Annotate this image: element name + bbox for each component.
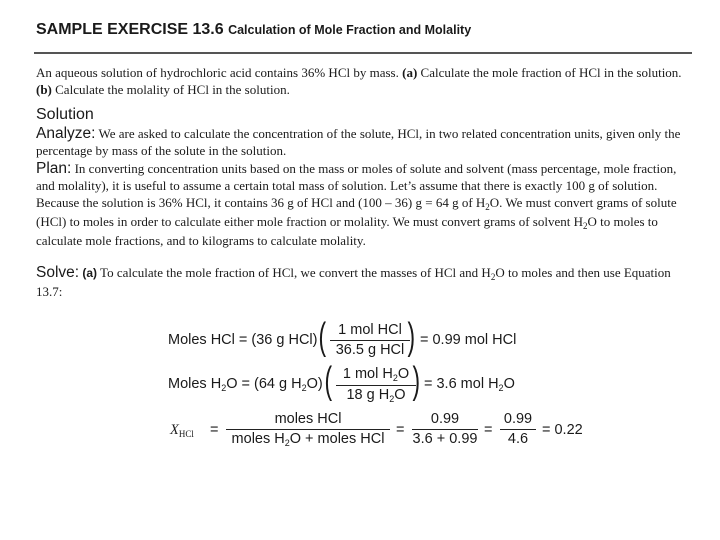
plan-label: Plan: <box>36 160 72 177</box>
eq3-fraction-bar-2 <box>412 429 478 430</box>
eq1-fraction-bar <box>330 340 410 341</box>
eq2-fraction-bar <box>336 385 416 386</box>
eq3-fraction-bar-1 <box>226 429 390 430</box>
eq1-left-paren: ( <box>318 316 327 358</box>
eq3-numerator: moles HCl <box>274 411 342 427</box>
eq1-numerator: 1 mol HCl <box>338 322 402 338</box>
eq3-fraction-bar-3 <box>500 429 536 430</box>
eq3-numerator-3: 0.99 <box>503 411 533 427</box>
exercise-header <box>36 21 686 39</box>
eq3-denominator-3: 4.6 <box>507 431 529 447</box>
eq1-result: = 0.99 mol HCl <box>420 332 517 348</box>
eq3-numerator-2: 0.99 <box>430 411 460 427</box>
analyze-paragraph: Analyze: We are asked to calculate the concentration of the solute, HCl, in two related concentration units, given only the percentage by mass of the solute in the solution. <box>36 125 681 158</box>
solve-part-a: (a) <box>82 266 98 280</box>
problem-statement: An aqueous solution of hydrochloric acid contains 36% HCl by mass. (a) Calculate the mole fraction of HCl in the solution. (b) Calculate the molality of HCl in the solution. <box>36 65 682 97</box>
eq2-left-paren: ( <box>324 360 333 402</box>
exercise-title: SAMPLE EXERCISE 13.6 <box>36 21 224 38</box>
solve-paragraph: Solve: (a) To calculate the mole fraction of HCl, we convert the masses of HCl and $H_2O$ to moles and then use Equation 13.7: <box>36 264 671 299</box>
eq3-result: = 0.22 <box>542 422 583 438</box>
eq3-denominator: moles $H_2O$ + moles HCl <box>231 431 385 448</box>
eq3-denominator-2: 3.6 + 0.99 <box>412 431 478 447</box>
eq3-equals-3: = <box>484 422 493 438</box>
solve-label: Solve: <box>36 264 80 281</box>
eq3-symbol: $X_{HCl}$ <box>170 422 194 439</box>
part-b-label: (b) <box>36 82 52 97</box>
eq1-denominator: 36.5 g HCl <box>335 342 405 358</box>
eq3-equals-2: = <box>396 422 405 438</box>
plan-paragraph: Plan: In converting concentration units based on the mass or moles of solute and solvent (mass percentage, mole fraction, and molality), it is useful to assume a certain total mass of solution. Let’s assume that there is exactly 100 g of solution. Because the solution is 36% HCl, it contains 36 g of HCl and (100 – 36) g = 64 g of $H_2O$. We must convert grams of solute (HCl) to moles in order to calculate either mole fraction or molality. We must convert grams of solvent $H_2O$ to moles to calculate mole fractions, and to kilograms to calculate molality. <box>36 160 677 248</box>
eq2-denominator: 18 g $H_2O$ <box>346 387 406 404</box>
exercise-subtitle: Calculation of Mole Fraction and Molality <box>228 23 472 37</box>
solution-heading: Solution <box>36 106 94 123</box>
eq2-numerator: 1 mol $H_2O$ <box>342 366 410 383</box>
analyze-label: Analyze: <box>36 125 96 142</box>
header-divider <box>34 52 692 54</box>
eq1-lhs: Moles HCl = (36 g HCl) <box>168 332 318 348</box>
part-a-label: (a) <box>402 65 418 80</box>
eq1-right-paren: ) <box>407 316 416 358</box>
eq2-result: = 3.6 mol $H_2O$ <box>424 376 515 393</box>
eq3-equals-1: = <box>210 422 219 438</box>
eq2-right-paren: ) <box>412 360 421 402</box>
eq2-lhs: Moles $H_2O = (64$ g $H_2O$) <box>168 376 323 393</box>
